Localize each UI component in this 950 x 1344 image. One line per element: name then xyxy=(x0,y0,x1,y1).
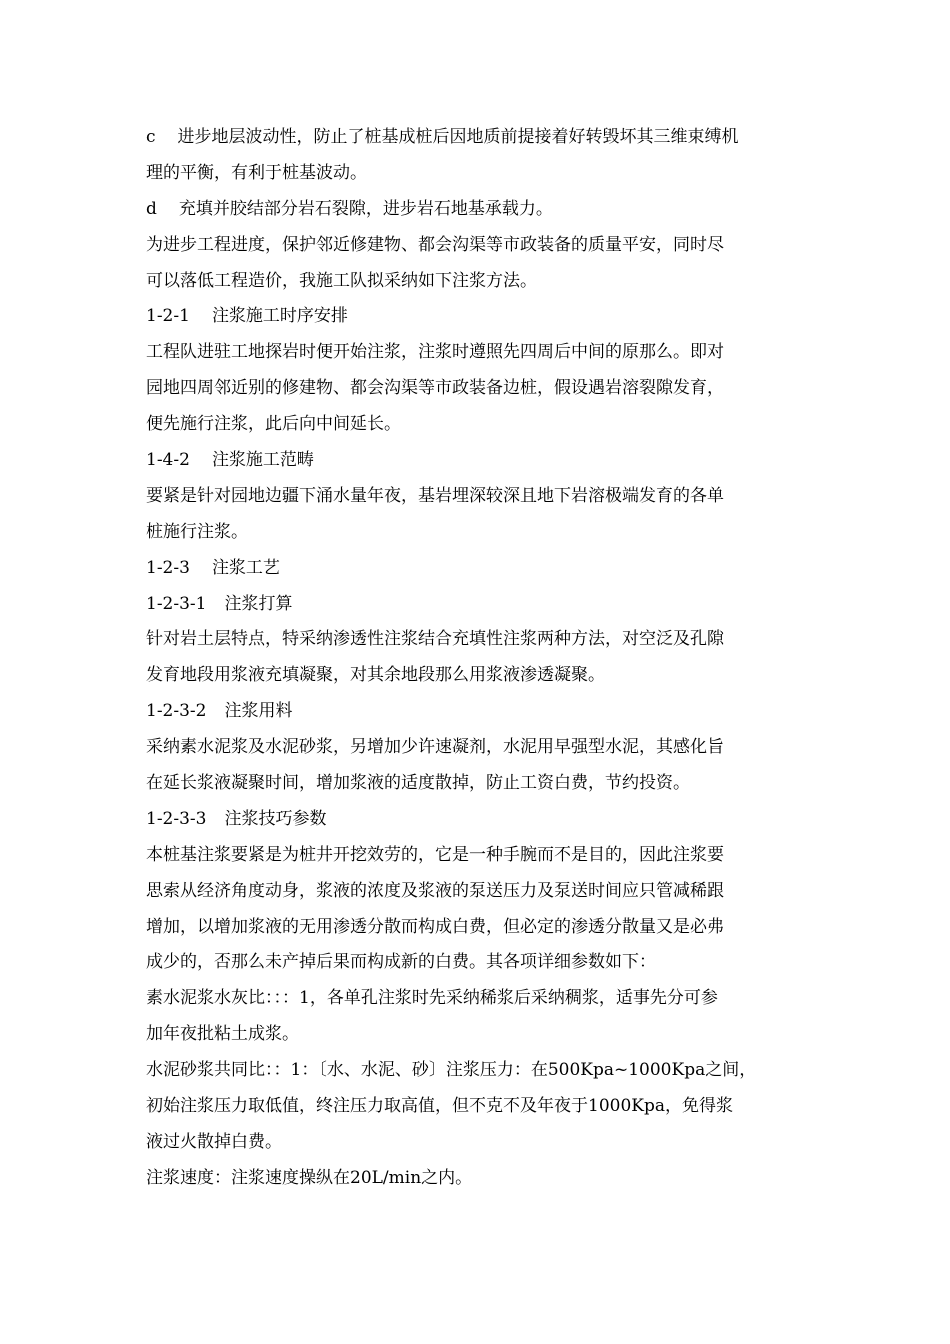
text-line xyxy=(146,1161,816,1197)
section-number: 1-2-3-3 xyxy=(146,808,207,829)
item-label: c xyxy=(146,127,156,147)
text-line xyxy=(146,1017,816,1053)
text-line xyxy=(146,766,816,802)
subsection-heading xyxy=(146,587,816,623)
line-text: 初始注浆压力取低值，终注压力取高值，但不克不及年夜于1000Kpa，免得浆 xyxy=(146,1096,733,1117)
line-text: 素水泥浆水灰比：：：1，各单孔注浆时先采纳稀浆后采纳稠浆，适事先分可参 xyxy=(146,988,718,1009)
section-title: 注浆工艺 xyxy=(211,557,280,578)
section-title: 注浆技巧参数 xyxy=(224,808,327,829)
line-text: 工程队进驻工地探岩时便开始注浆，注浆时遵照先四周后中间的原那么。即对 xyxy=(146,342,724,363)
section-title: 注浆打算 xyxy=(224,593,293,614)
section-number: 1-2-3-1 xyxy=(146,593,207,614)
text-line xyxy=(146,335,816,371)
text-line xyxy=(146,730,816,766)
line-text: 水泥砂浆共同比：：1：〔水、水泥、砂〕注浆压力：在500Kpa~1000Kpa之间， xyxy=(146,1060,757,1081)
line-text: 增加，以增加浆液的无用渗透分散而构成白费，但必定的渗透分散量又是必弗 xyxy=(146,916,724,937)
line-text: 进步地层波动性，防止了桩基成桩后因地质前提接着好转毁坏其三维束缚机 xyxy=(177,127,739,147)
line-text: 理的平衡，有利于桩基波动。 xyxy=(146,162,367,183)
section-number: 1-4-2 xyxy=(146,450,190,471)
text-line xyxy=(146,838,816,874)
section-heading xyxy=(146,299,816,335)
line-text: 充填并胶结部分岩石裂隙，进步岩石地基承载力。 xyxy=(178,198,553,219)
subsection-heading xyxy=(146,694,816,730)
line-text: 针对岩土层特点，特采纳渗透性注浆结合充填性注浆两种方法，对空泛及孔隙 xyxy=(146,629,724,650)
text-line xyxy=(146,371,816,407)
line-text: 可以落低工程造价，我施工队拟采纳如下注浆方法。 xyxy=(146,270,537,291)
line-text: 液过火散掉白费。 xyxy=(146,1131,282,1152)
text-line xyxy=(146,515,816,551)
subsection-heading xyxy=(146,802,816,838)
text-line xyxy=(146,156,816,192)
section-heading xyxy=(146,551,816,587)
text-line xyxy=(146,658,816,694)
line-text: 园地四周邻近别的修建物、都会沟渠等市政装备边桩，假设遇岩溶裂隙发育， xyxy=(146,378,724,399)
text-line xyxy=(146,1125,816,1161)
line-text: 桩施行注浆。 xyxy=(146,521,248,542)
text-line xyxy=(146,228,816,264)
section-title: 注浆施工时序安排 xyxy=(211,306,348,327)
text-line xyxy=(146,981,816,1017)
text-line xyxy=(146,910,816,946)
section-number: 1-2-3-2 xyxy=(146,701,207,722)
line-text: 加年夜批粘土成浆。 xyxy=(146,1024,299,1045)
section-title: 注浆用料 xyxy=(224,701,293,722)
line-text: 要紧是针对园地边疆下涌水量年夜，基岩埋深较深且地下岩溶极端发育的各单 xyxy=(146,485,724,506)
section-title: 注浆施工范畴 xyxy=(211,450,314,471)
text-line xyxy=(146,1053,816,1089)
line-text: 发育地段用浆液充填凝聚，对其余地段那么用浆液渗透凝聚。 xyxy=(146,665,605,686)
list-item-d xyxy=(146,192,816,228)
list-item-c xyxy=(146,120,816,156)
section-heading xyxy=(146,443,816,479)
text-line xyxy=(146,479,816,515)
document-body xyxy=(146,120,816,1197)
section-number: 1-2-3 xyxy=(146,557,190,578)
text-line xyxy=(146,945,816,981)
line-text: 为进步工程进度，保护邻近修建物、都会沟渠等市政装备的质量平安，同时尽 xyxy=(146,234,724,255)
line-text: 注浆速度：注浆速度操纵在20L/min之内。 xyxy=(146,1167,473,1188)
text-line xyxy=(146,622,816,658)
text-line xyxy=(146,264,816,300)
line-text: 成少的，否那么未产掉后果而构成新的白费。其各项详细参数如下： xyxy=(146,952,656,973)
line-text: 在延长浆液凝聚时间，增加浆液的适度散掉，防止工资白费，节约投资。 xyxy=(146,773,690,794)
text-line xyxy=(146,874,816,910)
text-line xyxy=(146,1089,816,1125)
line-text: 便先施行注浆，此后向中间延长。 xyxy=(146,414,401,435)
line-text: 思索从经济角度动身，浆液的浓度及浆液的泵送压力及泵送时间应只管减稀跟 xyxy=(146,880,724,901)
line-text: 本桩基注浆要紧是为桩井开挖效劳的，它是一种手腕而不是目的，因此注浆要 xyxy=(146,844,724,865)
text-line xyxy=(146,407,816,443)
item-label: d xyxy=(146,198,157,219)
line-text: 采纳素水泥浆及水泥砂浆，另增加少许速凝剂，水泥用早强型水泥，其感化旨 xyxy=(146,737,724,758)
section-number: 1-2-1 xyxy=(146,306,190,327)
